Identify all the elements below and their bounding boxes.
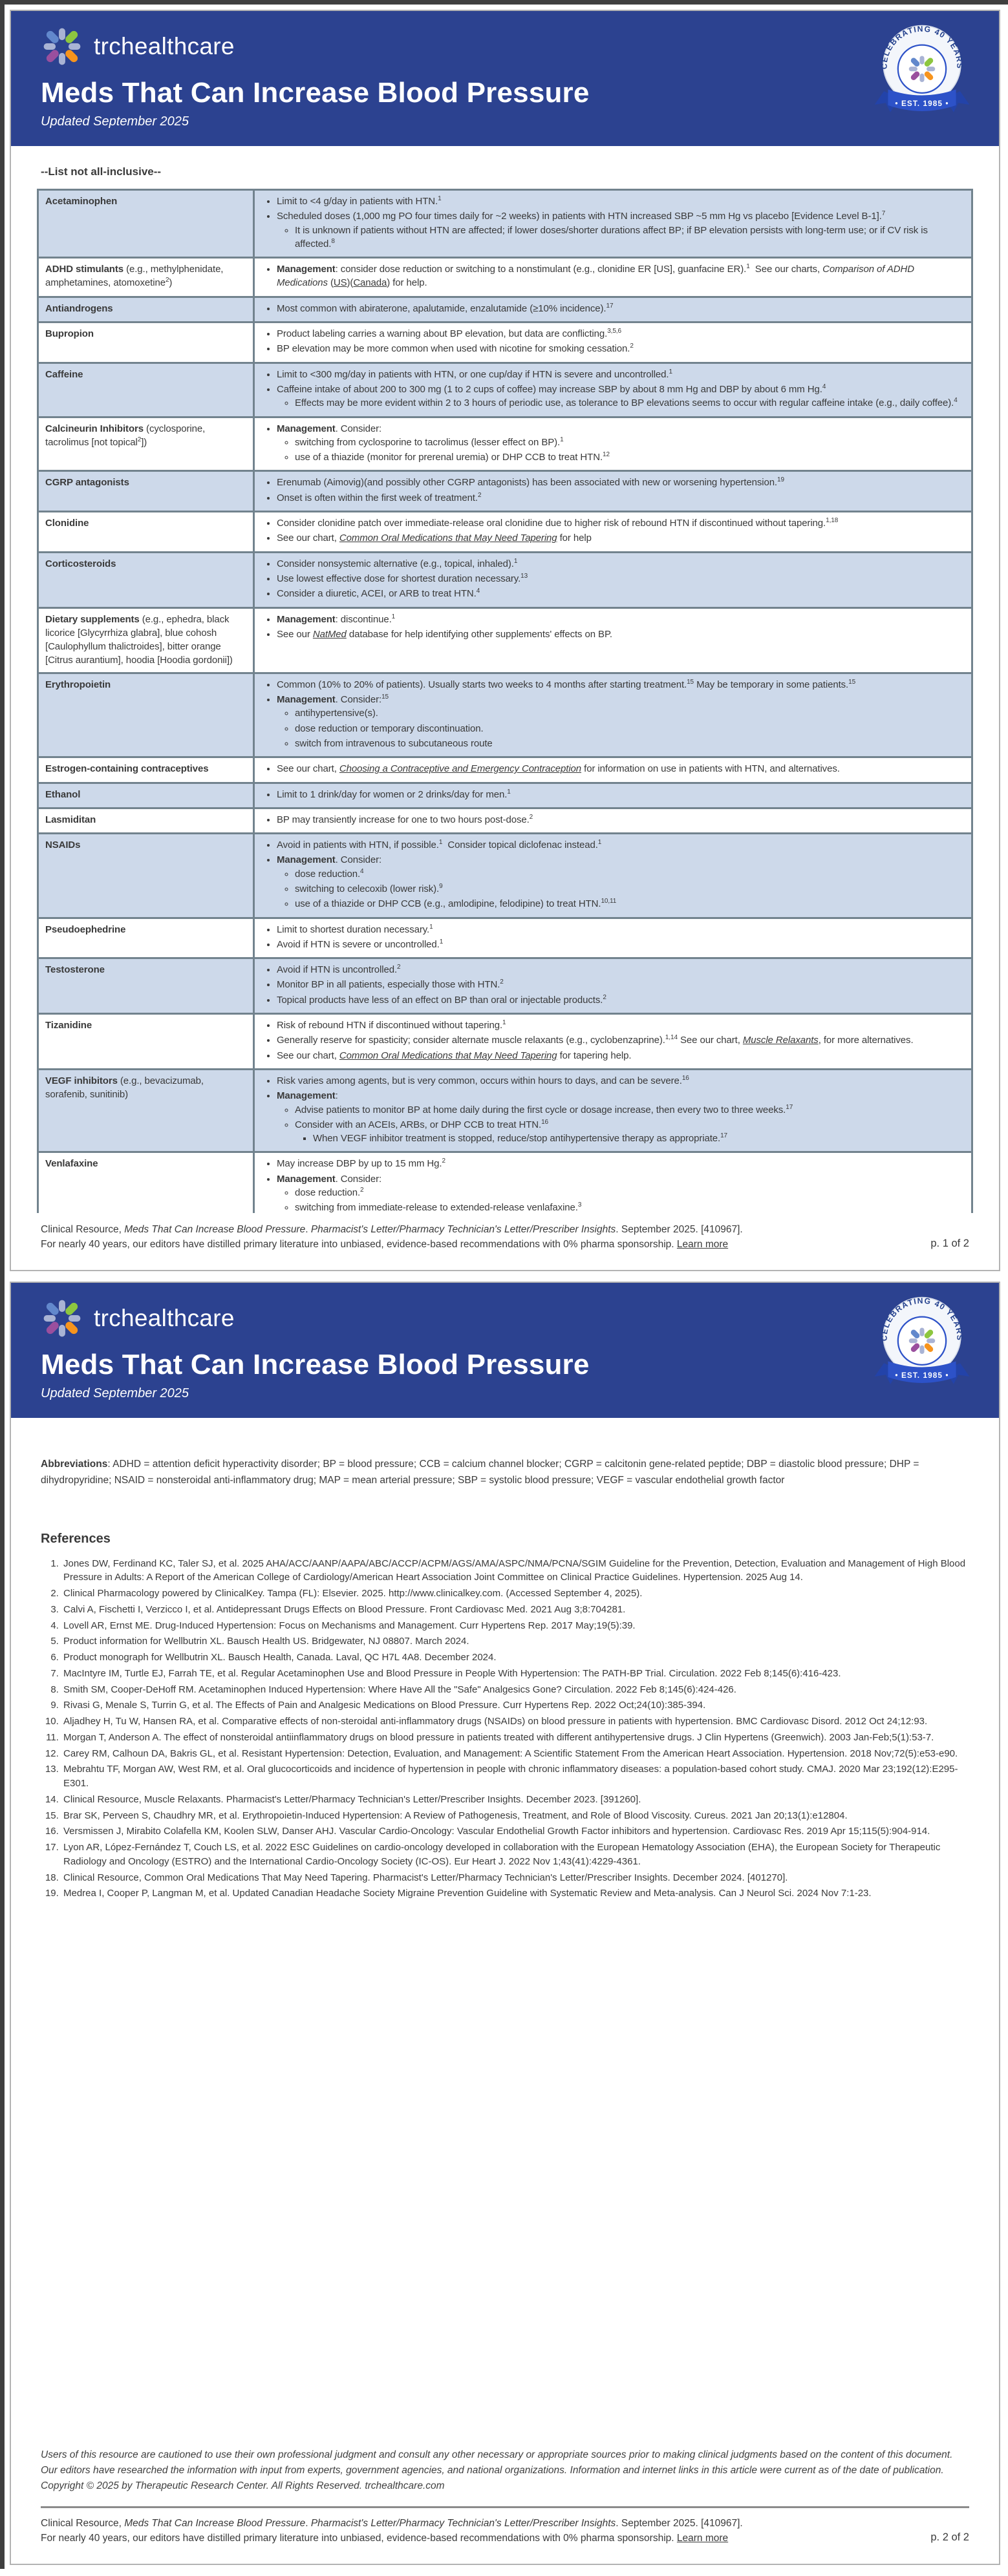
abbreviations: Abbreviations: ADHD = attention deficit hyperactivity disorder; BP = blood pressure; CCB = calcium channel blocker; CGRP = calcitonin gene-related peptide; DBP = diastolic blood pressure; DHP = dihydropyridine; NSAID = nonsteroidal anti-inflammatory drug; MAP = mean arterial pressure; SBP = systolic blood pressure; VEGF = vascular endothelial growth factor bbox=[41, 1459, 919, 1486]
bullet-item: • Avoid if HTN is uncontrolled.$^2$ bbox=[277, 963, 965, 977]
references-title: References bbox=[41, 1531, 111, 1546]
reference-item: 15. Brar SK, Perveen S, Chaudhry MR, et al. Erythropoietin-Induced Hypertension: A Review of Pathogenesis, Treatment, and Role of Blood Viscosity. Cureus. 2021 Jan 20;13(1):e12804. bbox=[61, 1809, 969, 1823]
bullet-item: • Avoid if HTN is severe or uncontrolled.$^1$ bbox=[277, 938, 965, 951]
celebrating-40-years-badge bbox=[872, 17, 972, 117]
table-row bbox=[39, 834, 971, 916]
page-title: Meds That Can Increase Blood Pressure bbox=[41, 1349, 590, 1380]
drug-name-cell: VEGF inhibitors (e.g., bevacizumab, sorafenib, sunitinib) bbox=[39, 1070, 253, 1151]
bullet-item: • Management. Consider: ◦ switching from cyclosporine to tacrolimus (lesser effect on BP).$^1$ ◦ use of a thiazide (monitor for prerenal uremia) or DHP CCB to treat HTN.$^{12}$ bbox=[277, 422, 965, 465]
footer-divider bbox=[41, 2506, 969, 2508]
bullet-item: • Management. Consider: ◦ dose reduction.$^4$ ◦ switching to celecoxib (lower risk).$^9$ ◦ use of a thiazide or DHP CCB (e.g., amlodipine, felodipine) to treat HTN.$^{10,11}$ bbox=[277, 853, 965, 911]
reference-item: 4. Lovell AR, Ernst ME. Drug-Induced Hypertension: Focus on Mechanisms and Management. Curr Hypertens Rep. 2017 May;19(5):39. bbox=[61, 1619, 969, 1633]
table-row bbox=[39, 298, 971, 321]
celebrating-40-years-badge bbox=[872, 1289, 972, 1389]
drug-name-cell: Lasmiditan bbox=[39, 809, 253, 832]
drug-detail-cell bbox=[255, 1070, 971, 1151]
drug-detail-cell bbox=[255, 553, 971, 607]
drug-name-cell: Dietary supplements (e.g., ephedra, black licorice [Glycyrrhiza glabra], blue cohosh [Caulophyllum thalictroides], bitter orange [Citrus aurantium], hoodia [Hoodia gordonii]) bbox=[39, 609, 253, 672]
bullet-item: • Generally reserve for spasticity; consider alternate muscle relaxants (e.g., cyclobenzaprine).$^{1,14}$ See our chart, Muscle Relaxants, for more alternatives. bbox=[277, 1033, 965, 1047]
bullet-item: ◦ Effects may be more evident within 2 to 3 hours of periodic use, as tolerance to BP elevations seems to occur with regular caffeine intake (e.g., daily coffee).$^4$ bbox=[295, 396, 965, 410]
bullet-item: • Monitor BP in all patients, especially those with HTN.$^2$ bbox=[277, 978, 965, 991]
drug-name-cell: Venlafaxine bbox=[39, 1153, 253, 1212]
drug-name-cell: Tizanidine bbox=[39, 1015, 253, 1068]
brand-row bbox=[41, 1297, 969, 1340]
table-row bbox=[39, 959, 971, 1013]
bullet-item: • Consider nonsystemic alternative (e.g., topical, inhaled).$^1$ bbox=[277, 557, 965, 571]
natmed-link[interactable]: NatMed bbox=[312, 628, 347, 640]
drug-detail-cell bbox=[255, 512, 971, 551]
bullet-item: • Consider clonidine patch over immediate-release oral clonidine due to higher risk of rebound HTN if discontinued without tapering.$^{1,18}$ bbox=[277, 516, 965, 530]
us-chart-link[interactable]: US bbox=[333, 277, 347, 289]
footer-text bbox=[41, 2516, 902, 2546]
bullet-item: • Risk varies among agents, but is very common, occurs within hours to days, and can be severe.$^{16}$ bbox=[277, 1074, 965, 1088]
drug-detail-cell bbox=[255, 418, 971, 470]
table-row bbox=[39, 364, 971, 416]
bullet-item: ◦ switching from cyclosporine to tacrolimus (lesser effect on BP).$^1$ bbox=[295, 436, 965, 449]
bullet-item: • See our NatMed database for help identifying other supplements' effects on BP. bbox=[277, 628, 965, 641]
drug-name-cell: Acetaminophen bbox=[39, 191, 253, 257]
table-row bbox=[39, 472, 971, 511]
drug-name-cell: Pseudoephedrine bbox=[39, 919, 253, 958]
drug-name-cell: Bupropion bbox=[39, 323, 253, 362]
bullet-item: • Limit to shortest duration necessary.$^1$ bbox=[277, 923, 965, 936]
bullet-item: ◦ dose reduction.$^2$ bbox=[295, 1186, 965, 1199]
page1-header bbox=[11, 11, 999, 146]
bullet-item: • Scheduled doses (1,000 mg PO four times daily for ~2 weeks) in patients with HTN increased SBP ~5 mm Hg vs placebo [Evidence Level B-1].$^7$ ◦ It is unknown if patients without HTN are affected; if lower doses/shorter durations affect BP; if BP elevation persists with long-term use; or if CV risk is affected.$^8$ bbox=[277, 209, 965, 251]
drug-name-cell: CGRP antagonists bbox=[39, 472, 253, 511]
references-section bbox=[11, 1557, 999, 1903]
drug-detail-cell bbox=[255, 784, 971, 807]
references-list bbox=[41, 1557, 969, 1901]
reference-item: 8. Smith SM, Cooper-DeHoff RM. Acetaminophen Induced Hypertension: Where Have All the "Safe" Analgesics Gone? Circulation. 2022 Feb 8;145(6):424-426. bbox=[61, 1683, 969, 1697]
updated-date: Updated September 2025 bbox=[41, 1386, 189, 1400]
reference-item: 13. Mebrahtu TF, Morgan AW, West RM, et al. Oral glucocorticoids and incidence of hypertension in people with chronic inflammatory diseases: a population-based cohort study. CMAJ. 2020 Mar 23;192(12):E295-E301. bbox=[61, 1762, 969, 1791]
bullet-item: ◦ It is unknown if patients without HTN are affected; if lower doses/shorter durations affect BP; if BP elevation persists with long-term use; or if CV risk is affected.$^8$ bbox=[295, 224, 965, 251]
reference-item: 5. Product information for Wellbutrin XL. Bausch Health US. Bridgewater, NJ 08807. March 2024. bbox=[61, 1634, 969, 1649]
table-row bbox=[39, 674, 971, 756]
citation-line: Clinical Resource, Meds That Can Increase Blood Pressure. Pharmacist's Letter/Pharmacy Technician's Letter/Prescriber Insights. September 2025. [410967]. bbox=[41, 2517, 743, 2529]
bullet-item: • Avoid in patients with HTN, if possible.$^1$ Consider topical diclofenac instead.$^1$ bbox=[277, 838, 965, 852]
drug-name-cell: Estrogen-containing contraceptives bbox=[39, 758, 253, 781]
table-row bbox=[39, 1153, 971, 1212]
bullet-item: ▪ When VEGF inhibitor treatment is stopped, reduce/stop antihypertensive therapy as appropriate.$^{17}$ bbox=[313, 1132, 965, 1145]
bullet-item: ◦ use of a thiazide (monitor for prerenal uremia) or DHP CCB to treat HTN.$^{12}$ bbox=[295, 450, 965, 464]
list-note: --List not all-inclusive-- bbox=[41, 165, 162, 178]
bullet-item: • BP may transiently increase for one to two hours post-dose.$^2$ bbox=[277, 813, 965, 827]
drug-detail-cell bbox=[255, 364, 971, 416]
drug-name-cell: Calcineurin Inhibitors (cyclosporine, tacrolimus [not topical$^2$]) bbox=[39, 418, 253, 470]
drug-name-cell: Testosterone bbox=[39, 959, 253, 1013]
contraceptive-chart-link[interactable]: Choosing a Contraceptive and Emergency Contraception bbox=[339, 763, 582, 775]
page1-footer bbox=[11, 1213, 999, 1271]
citation-line: Clinical Resource, Meds That Can Increase Blood Pressure. Pharmacist's Letter/Pharmacy Technician's Letter/Prescriber Insights. September 2025. [410967]. bbox=[41, 1223, 743, 1235]
drug-detail-cell bbox=[255, 323, 971, 362]
footer-text bbox=[41, 1222, 902, 1252]
table-row bbox=[39, 259, 971, 296]
tagline-text: For nearly 40 years, our editors have distilled primary literature into unbiased, evidence-based recommendations with 0% pharma sponsorship. bbox=[41, 2532, 674, 2544]
learn-more-link[interactable]: Learn more bbox=[676, 2532, 729, 2544]
drug-name-cell: Ethanol bbox=[39, 784, 253, 807]
reference-item: 1. Jones DW, Ferdinand KC, Taler SJ, et al. 2025 AHA/ACC/AANP/AAPA/ABC/ACCP/ACPM/AGS/AMA/ASPC/NMA/PCNA/SGIM Guideline for the Prevention, Detection, Evaluation and Management of High Blood Pressure in Adults: A Report of the American College of Cardiology/American Heart Association Joint Committee on Clinical Practice Guidelines. Hypertension. 2025 Aug 14. bbox=[61, 1557, 969, 1585]
drug-detail-cell bbox=[255, 674, 971, 756]
tagline-line bbox=[41, 1237, 902, 1252]
reference-item: 10. Aljadhey H, Tu W, Hansen RA, et al. Comparative effects of non-steroidal anti-inflammatory drugs (NSAIDs) on blood pressure in patients with hypertension. BMC Cardiovasc Disord. 2012 Oct 24;12:93. bbox=[61, 1715, 969, 1729]
drug-detail-cell bbox=[255, 1015, 971, 1068]
bullet-item: • Limit to <300 mg/day in patients with HTN, or one cup/day if HTN is severe and uncontrolled.$^1$ bbox=[277, 368, 965, 381]
tapering-chart-link[interactable]: Common Oral Medications that May Need Tapering bbox=[339, 1050, 557, 1061]
drug-detail-cell bbox=[255, 834, 971, 916]
bullet-item: • Management. Consider: ◦ dose reduction.$^2$ ◦ switching from immediate-release to extended-release venlafaxine.$^3$ bbox=[277, 1172, 965, 1213]
page-title: Meds That Can Increase Blood Pressure bbox=[41, 77, 590, 109]
bullet-item: ◦ Advise patients to monitor BP at home daily during the first cycle or dosage increase, then every two to three weeks.$^{17}$ bbox=[295, 1103, 965, 1117]
reference-item: 2. Clinical Pharmacology powered by ClinicalKey. Tampa (FL): Elsevier. 2025. http://www.clinicalkey.com. (Accessed September 4, 2025). bbox=[61, 1587, 969, 1601]
bullet-item: ◦ dose reduction or temporary discontinuation. bbox=[295, 722, 965, 735]
drug-name-cell: Clonidine bbox=[39, 512, 253, 551]
bullet-item: • Management. Consider:$^{15}$ ◦ antihypertensive(s). ◦ dose reduction or temporary discontinuation. ◦ switch from intravenous to subcutaneous route bbox=[277, 693, 965, 750]
bullet-item: • May increase DBP by up to 15 mm Hg.$^2$ bbox=[277, 1157, 965, 1170]
bullet-item: • BP elevation may be more common when used with nicotine for smoking cessation.$^2$ bbox=[277, 342, 965, 355]
bullet-item: • See our chart, Choosing a Contraceptive and Emergency Contraception for information on use in patients with HTN, and alternatives. bbox=[277, 762, 965, 776]
bullet-item: ◦ switching from immediate-release to extended-release venlafaxine.$^3$ bbox=[295, 1201, 965, 1212]
drug-detail-cell bbox=[255, 758, 971, 781]
meds-table-body bbox=[39, 191, 971, 1213]
table-row bbox=[39, 418, 971, 470]
bullet-item: • Common (10% to 20% of patients). Usually starts two weeks to 4 months after starting treatment.$^{15}$ May be temporary in some patients.$^{15}$ bbox=[277, 678, 965, 692]
table-row bbox=[39, 553, 971, 607]
bullet-item: • Caffeine intake of about 200 to 300 mg (1 to 2 cups of coffee) may increase SBP by about 8 mm Hg and DBP by about 6 mm Hg.$^4$ ◦ Effects may be more evident within 2 to 3 hours of periodic use, as tolerance to BP elevations seems to occur with regular caffeine intake (e.g., daily coffee).$^4$ bbox=[277, 383, 965, 410]
bullet-item: • Management: consider dose reduction or switching to a nonstimulant (e.g., clonidine ER [US], guanfacine ER).$^1$ See our charts, Comparison of ADHD Medications (US)(Canada) for help. bbox=[277, 262, 965, 290]
tagline-line bbox=[41, 2531, 902, 2546]
table-row bbox=[39, 609, 971, 672]
drug-detail-cell bbox=[255, 298, 971, 321]
meds-table bbox=[11, 189, 999, 1213]
page-number: p. 1 of 2 bbox=[930, 1238, 969, 1250]
bullet-item: • Topical products have less of an effect on BP than oral or injectable products.$^2$ bbox=[277, 993, 965, 1007]
reference-item: 16. Versmissen J, Mirabito Colafella KM, Koolen SLW, Danser AHJ. Vascular Cardio-Oncology: Vascular Endothelial Growth Factor inhibitors and hypertension. Cardiovasc Res. 2019 Apr 15;115(5):904-914. bbox=[61, 1824, 969, 1839]
reference-item: 19. Medrea I, Cooper P, Langman M, et al. Updated Canadian Headache Society Migraine Prevention Guideline with Systematic Review and Meta-analysis. Can J Neurol Sci. 2024 Nov 7:1-23. bbox=[61, 1886, 969, 1901]
spacer bbox=[11, 1903, 999, 2447]
drug-detail-cell bbox=[255, 609, 971, 672]
drug-detail-cell bbox=[255, 472, 971, 511]
drug-name-cell: NSAIDs bbox=[39, 834, 253, 916]
bullet-item: • Product labeling carries a warning about BP elevation, but data are conflicting.$^{3,5,6}$ bbox=[277, 327, 965, 341]
learn-more-link[interactable]: Learn more bbox=[676, 1238, 729, 1250]
table-row bbox=[39, 191, 971, 257]
reference-item: 12. Carey RM, Calhoun DA, Bakris GL, et al. Resistant Hypertension: Detection, Evaluation, and Management: A Scientific Statement From the American Heart Association. Hypertension. 2018 Nov;72(5):e53-e90. bbox=[61, 1747, 969, 1761]
drug-detail-cell bbox=[255, 191, 971, 257]
drug-name-cell: Erythropoietin bbox=[39, 674, 253, 756]
reference-item: 7. MacIntyre IM, Turtle EJ, Farrah TE, et al. Regular Acetaminophen Use and Blood Pressure in People With Hypertension: The PATH-BP Trial. Circulation. 2022 Feb 8;145(6):416-423. bbox=[61, 1667, 969, 1681]
drug-detail-cell bbox=[255, 919, 971, 958]
bullet-item: • Management: discontinue.$^1$ bbox=[277, 613, 965, 626]
bullet-item: • Onset is often within the first week of treatment.$^2$ bbox=[277, 491, 965, 505]
page2-footer bbox=[11, 2516, 999, 2564]
trchealthcare-logo-icon bbox=[41, 1297, 83, 1340]
bullet-item: ◦ use of a thiazide or DHP CCB (e.g., amlodipine, felodipine) to treat HTN.$^{10,11}$ bbox=[295, 897, 965, 911]
bullet-item: ◦ dose reduction.$^4$ bbox=[295, 867, 965, 881]
disclaimer-text: Users of this resource are cautioned to use their own professional judgment and consult any other necessary or appropriate sources prior to making clinical judgments based on the content of this document. Our editors have researched the information with input from experts, government agencies, and national organizations. Information and internet links in this article were current as of the date of publication. Copyright © 2025 by Therapeutic Research Center. All Rights Reserved. trchealthcare.com bbox=[41, 2449, 953, 2492]
bullet-item: • Limit to <4 g/day in patients with HTN.$^1$ bbox=[277, 195, 965, 208]
drug-name-cell: Caffeine bbox=[39, 364, 253, 416]
brand-row bbox=[41, 25, 969, 68]
canada-chart-link[interactable]: Canada bbox=[353, 277, 387, 289]
drug-detail-cell bbox=[255, 1153, 971, 1212]
table-row bbox=[39, 1070, 971, 1151]
bullet-item: • Limit to 1 drink/day for women or 2 drinks/day for men.$^1$ bbox=[277, 788, 965, 801]
bullet-item: ◦ switching to celecoxib (lower risk).$^9$ bbox=[295, 882, 965, 896]
tapering-chart-link[interactable]: Common Oral Medications that May Need Tapering bbox=[339, 533, 557, 544]
bullet-item: • Risk of rebound HTN if discontinued without tapering.$^1$ bbox=[277, 1019, 965, 1032]
drug-name-cell: Corticosteroids bbox=[39, 553, 253, 607]
updated-date: Updated September 2025 bbox=[41, 114, 189, 129]
bullet-item: ◦ switch from intravenous to subcutaneous route bbox=[295, 737, 965, 750]
bullet-item: • Management: ◦ Advise patients to monitor BP at home daily during the first cycle or dosage increase, then every two to three weeks.$^{17}$ ◦ Consider with an ACEIs, ARBs, or DHP CCB to treat HTN.$^{16}$ ▪ When VEGF inhibitor treatment is stopped, reduce/stop antihypertensive therapy as appropriate.$^{17}$ bbox=[277, 1089, 965, 1145]
drug-name-cell: Antiandrogens bbox=[39, 298, 253, 321]
brand-wordmark: trchealthcare bbox=[94, 33, 235, 59]
page-1 bbox=[10, 10, 1000, 1271]
bullet-item: • Most common with abiraterone, apalutamide, enzalutamide (≥10% incidence).$^{17}$ bbox=[277, 302, 965, 315]
table-row bbox=[39, 809, 971, 832]
reference-item: 11. Morgan T, Anderson A. The effect of nonsteroidal antiinflammatory drugs on blood pressure in patients treated with different antihypertensive drugs. J Clin Hypertens (Greenwich). 2003 Jan-Feb;5(1):53-7. bbox=[61, 1731, 969, 1745]
page-2 bbox=[10, 1282, 1000, 2565]
tagline-text: For nearly 40 years, our editors have distilled primary literature into unbiased, evidence-based recommendations with 0% pharma sponsorship. bbox=[41, 1238, 674, 1250]
bullet-item: ◦ Consider with an ACEIs, ARBs, or DHP CCB to treat HTN.$^{16}$ ▪ When VEGF inhibitor treatment is stopped, reduce/stop antihypertensive therapy as appropriate.$^{17}$ bbox=[295, 1118, 965, 1146]
bullet-item: • Consider a diuretic, ACEI, or ARB to treat HTN.$^4$ bbox=[277, 587, 965, 600]
reference-item: 9. Rivasi G, Menale S, Turrin G, et al. The Effects of Pain and Analgesic Medications on Blood Pressure. Curr Hypertens Rep. 2022 Oct;24(10):385-394. bbox=[61, 1698, 969, 1713]
page2-header bbox=[11, 1283, 999, 1418]
table-row bbox=[39, 919, 971, 958]
bullet-item: • See our chart, Common Oral Medications that May Need Tapering for help bbox=[277, 531, 965, 545]
bullet-item: ◦ antihypertensive(s). bbox=[295, 706, 965, 720]
bullet-item: • See our chart, Common Oral Medications that May Need Tapering for tapering help. bbox=[277, 1049, 965, 1062]
drug-detail-cell bbox=[255, 259, 971, 296]
table-row bbox=[39, 758, 971, 781]
reference-item: 18. Clinical Resource, Common Oral Medications That May Need Tapering. Pharmacist's Letter/Pharmacy Technician's Letter/Prescriber Insights. December 2024. [401270]. bbox=[61, 1871, 969, 1885]
table-row bbox=[39, 1015, 971, 1068]
bullet-item: • Erenumab (Aimovig)(and possibly other CGRP antagonists) has been associated with new or worsening hypertension.$^{19}$ bbox=[277, 476, 965, 489]
drug-name-cell: ADHD stimulants (e.g., methylphenidate, amphetamines, atomoxetine$^2$) bbox=[39, 259, 253, 296]
reference-item: 14. Clinical Resource, Muscle Relaxants. Pharmacist's Letter/Pharmacy Technician's Letter/Prescriber Insights. December 2023. [391260]. bbox=[61, 1793, 969, 1807]
table-row bbox=[39, 323, 971, 362]
bullet-item: • Use lowest effective dose for shortest duration necessary.$^{13}$ bbox=[277, 572, 965, 586]
drug-detail-cell bbox=[255, 959, 971, 1013]
reference-item: 3. Calvi A, Fischetti I, Verzicco I, et al. Antidepressant Drugs Effects on Blood Pressure. Front Cardiovasc Med. 2021 Aug 3;8:704281. bbox=[61, 1603, 969, 1617]
table-row bbox=[39, 512, 971, 551]
reference-item: 6. Product monograph for Wellbutrin XL. Bausch Health, Canada. Laval, QC H7L 4A8. December 2024. bbox=[61, 1651, 969, 1665]
page-number: p. 2 of 2 bbox=[930, 2531, 969, 2544]
table-row bbox=[39, 784, 971, 807]
muscle-relaxants-chart-link[interactable]: Muscle Relaxants bbox=[742, 1035, 819, 1046]
brand-wordmark: trchealthcare bbox=[94, 1305, 235, 1331]
reference-item: 17. Lyon AR, López-Fernández T, Couch LS, et al. 2022 ESC Guidelines on cardio-oncology developed in collaboration with the European Hematology Association (EHA), the European Society for Therapeutic Radiology and Oncology (ESTRO) and the International Cardio-Oncology Society (IC-OS). Eur Heart J. 2022 Nov 1;43(41):4229-4361. bbox=[61, 1841, 969, 1869]
trchealthcare-logo-icon bbox=[41, 25, 83, 68]
drug-detail-cell bbox=[255, 809, 971, 832]
